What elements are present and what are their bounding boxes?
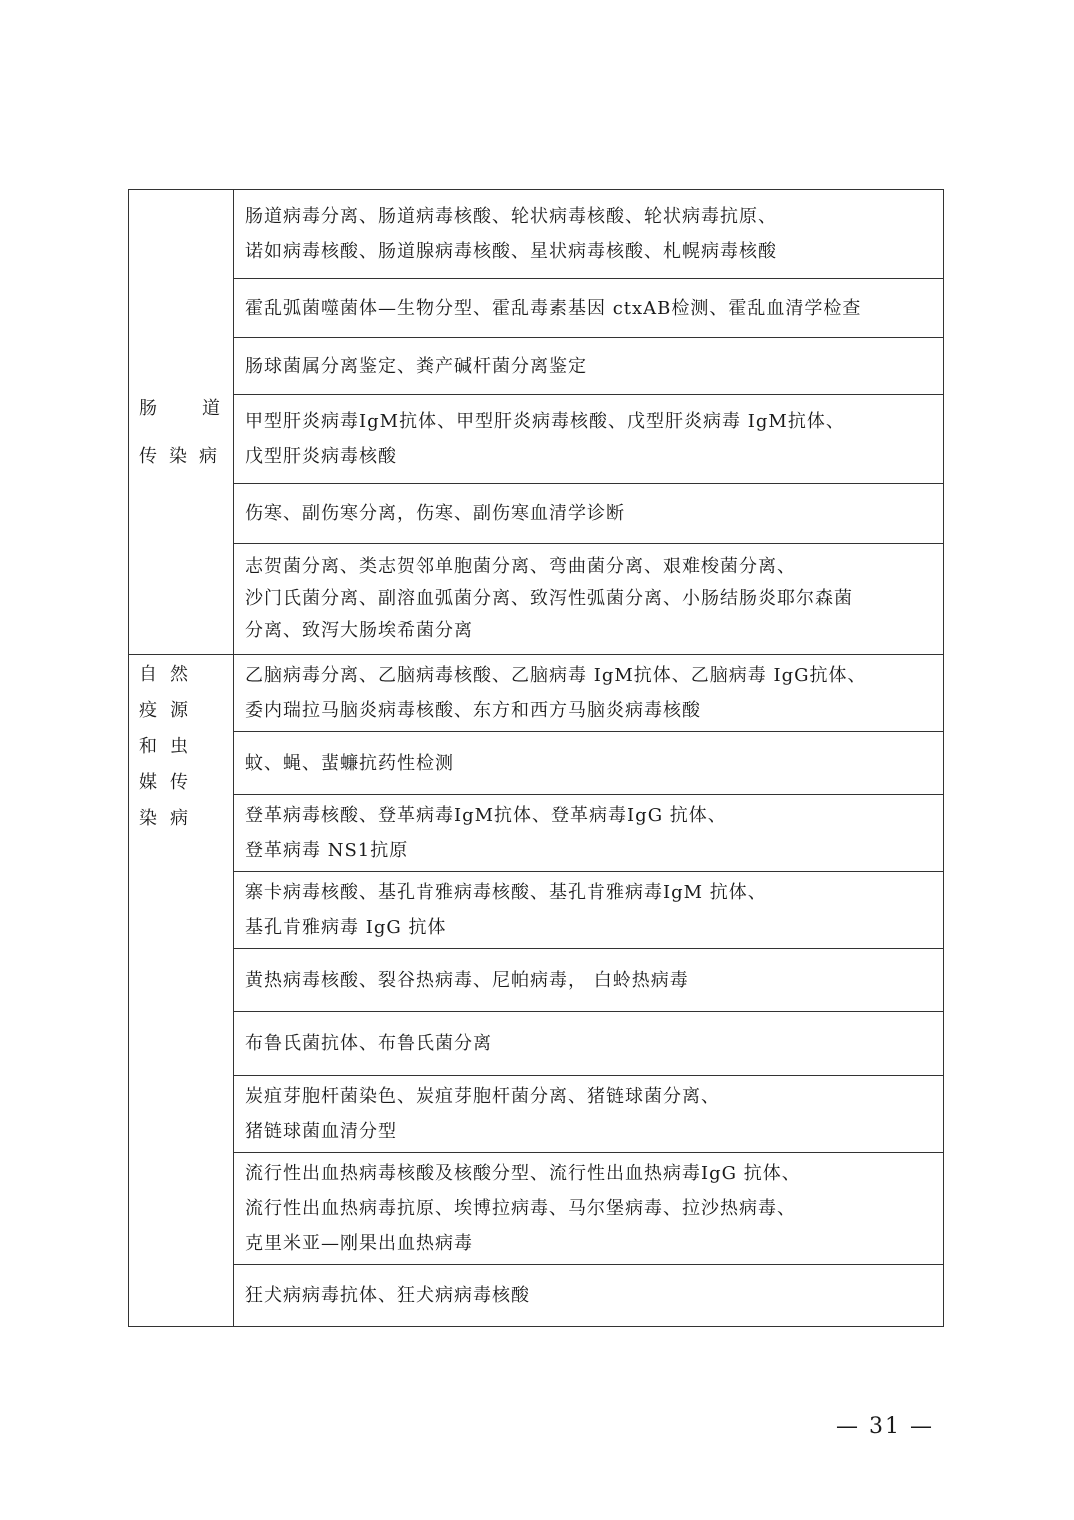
test-item-text: 寨卡病毒核酸、基孔肯雅病毒核酸、基孔肯雅病毒IgM 抗体、	[245, 882, 767, 903]
test-item-cell	[234, 655, 944, 732]
test-item-text: 乙脑病毒分离、乙脑病毒核酸、乙脑病毒 IgM抗体、乙脑病毒 IgG抗体、	[245, 665, 867, 686]
test-item-text: 登革病毒核酸、登革病毒IgM抗体、登革病毒IgG 抗体、	[245, 805, 727, 826]
test-item-text: 伤寒、副伤寒分离，伤寒、副伤寒血清学诊断	[245, 503, 625, 524]
test-item-text: 炭疽芽胞杆菌染色、炭疽芽胞杆菌分离、猪链球菌分离、	[245, 1086, 720, 1107]
test-item-text: 戊型肝炎病毒核酸	[245, 446, 397, 467]
test-item-text: 甲型肝炎病毒IgM抗体、甲型肝炎病毒核酸、戊型肝炎病毒 IgM抗体、	[245, 411, 845, 432]
table-row	[129, 279, 944, 338]
test-item-text: 分离、致泻大肠埃希菌分离	[245, 620, 473, 641]
test-item-cell	[234, 949, 944, 1012]
test-item-text: 克里米亚—刚果出血热病毒	[245, 1233, 473, 1254]
table-row	[129, 190, 944, 279]
test-item-text: 委内瑞拉马脑炎病毒核酸、东方和西方马脑炎病毒核酸	[245, 700, 701, 721]
test-item-text: 猪链球菌血清分型	[245, 1121, 397, 1142]
table-row	[129, 544, 944, 655]
test-item-text: 狂犬病病毒抗体、狂犬病病毒核酸	[245, 1285, 530, 1306]
test-item-cell	[234, 1076, 944, 1153]
test-item-cell	[234, 190, 944, 279]
test-item-text: 肠道病毒分离、肠道病毒核酸、轮状病毒核酸、轮状病毒抗原、	[245, 206, 777, 227]
test-item-cell	[234, 1265, 944, 1327]
category-label-intestinal	[139, 385, 229, 481]
table-row	[129, 949, 944, 1012]
table-row	[129, 1076, 944, 1153]
test-item-cell	[234, 395, 944, 484]
test-item-text: 霍乱弧菌噬菌体—生物分型、霍乱毒素基因 ctxAB检测、霍乱血清学检查	[245, 297, 862, 319]
test-item-cell	[234, 872, 944, 949]
table-row	[129, 872, 944, 949]
test-item-text: 布鲁氏菌抗体、布鲁氏菌分离	[245, 1033, 492, 1054]
category-text: 肠	[139, 398, 158, 419]
category-cell-natural-focus	[129, 655, 234, 1327]
table-row	[129, 1153, 944, 1265]
category-label-natural-focus: 自然疫源和虫媒传染病	[139, 664, 201, 829]
table-row	[129, 732, 944, 795]
table-row	[129, 1012, 944, 1076]
test-item-cell	[234, 732, 944, 795]
test-item-text: 黄热病毒核酸、裂谷热病毒、尼帕病毒， 白蛉热病毒	[245, 969, 689, 991]
test-item-text: 基孔肯雅病毒 IgG 抗体	[245, 917, 447, 938]
test-item-text: 流行性出血热病毒核酸及核酸分型、流行性出血热病毒IgG 抗体、	[245, 1163, 801, 1184]
table-row	[129, 338, 944, 395]
test-item-text: 志贺菌分离、类志贺邻单胞菌分离、弯曲菌分离、艰难梭菌分离、	[245, 556, 796, 577]
disease-test-table	[128, 189, 944, 1327]
test-item-text: 肠球菌属分离鉴定、粪产碱杆菌分离鉴定	[245, 355, 587, 377]
table-row	[129, 655, 944, 732]
test-item-cell	[234, 338, 944, 395]
table-row	[129, 795, 944, 872]
page-number: — 31 —	[836, 1414, 934, 1439]
table-row	[129, 484, 944, 544]
test-item-text: 蚊、蝇、蜚蠊抗药性检测	[245, 752, 454, 774]
table-row	[129, 395, 944, 484]
category-text: 传染病	[139, 446, 229, 467]
test-item-text: 流行性出血热病毒抗原、埃博拉病毒、马尔堡病毒、拉沙热病毒、	[245, 1198, 796, 1219]
test-item-text: 登革病毒 NS1抗原	[245, 840, 409, 861]
test-item-cell	[234, 484, 944, 544]
test-item-cell	[234, 279, 944, 338]
category-text: 道	[202, 398, 221, 419]
test-item-text: 沙门氏菌分离、副溶血弧菌分离、致泻性弧菌分离、小肠结肠炎耶尔森菌	[245, 588, 853, 609]
test-item-cell	[234, 544, 944, 655]
category-cell-intestinal	[129, 190, 234, 655]
table-row	[129, 1265, 944, 1327]
test-item-cell	[234, 795, 944, 872]
test-item-cell	[234, 1012, 944, 1076]
test-item-cell	[234, 1153, 944, 1265]
test-item-text: 诺如病毒核酸、肠道腺病毒核酸、星状病毒核酸、札幌病毒核酸	[245, 241, 777, 262]
